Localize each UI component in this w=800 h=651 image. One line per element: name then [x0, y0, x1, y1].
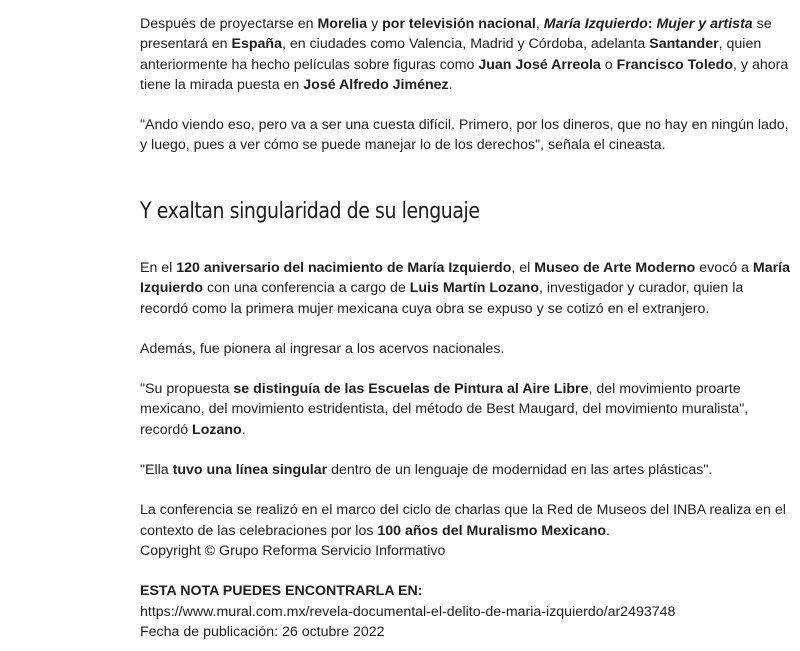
text-run: , quien anteriormente ha hecho películas sobre figuras como	[140, 36, 762, 73]
text-run: María Izquierdo	[543, 16, 648, 32]
text-run: ,	[535, 16, 544, 32]
paragraph-intro-1	[140, 14, 790, 95]
text-run: , del movimiento proarte mexicano, del movimiento estridentista, del método de Best Maugard, del movimiento muralista", recordó	[140, 381, 749, 438]
text-run: , en ciudades como Valencia, Madrid y Córdoba, adelanta	[281, 36, 650, 53]
text-run: o	[600, 56, 617, 73]
text-run: España	[231, 36, 282, 53]
text-run: y	[367, 16, 383, 32]
text-run: Juan José Arreola	[478, 56, 601, 73]
paragraph-quote-proposal	[140, 379, 790, 440]
copyright-line: Copyright © Grupo Reforma Servicio Informativo	[140, 542, 446, 559]
text-run: "Su propuesta	[140, 381, 234, 398]
text-run: , y ahora tiene la mirada puesta en	[140, 56, 789, 93]
text-run: .	[606, 522, 610, 539]
text-run: tuvo una línea singular	[172, 462, 328, 479]
text-run: .	[448, 76, 453, 93]
text-run: José Alfredo Jiménez	[303, 76, 449, 93]
text-run: dentro de un lenguaje de modernidad en las artes plásticas".	[327, 462, 713, 479]
text-run: Mujer y artista	[656, 16, 753, 32]
text-run: Morelia	[317, 16, 368, 32]
source-label: ESTA NOTA PUEDES ENCONTRARLA EN:	[140, 583, 423, 600]
paragraph-quote-singular	[140, 460, 790, 480]
paragraph-intro-2	[140, 115, 790, 156]
text-run: con una conferencia a cargo de	[203, 280, 410, 297]
text-run: Además, fue pionera al ingresar a los acervos nacionales.	[140, 340, 505, 357]
text-run: Santander	[649, 36, 719, 53]
paragraph-pioneer	[140, 339, 790, 359]
text-run: .	[241, 421, 246, 438]
text-run: María Izquierdo	[140, 260, 790, 297]
text-run: "Ando viendo eso, pero va a ser una cuesta difícil. Primero, por los dineros, que no hay en ningún lado, y luego, pues a ver cómo se puede manejar lo de los derechos", señala el cineasta.	[140, 117, 789, 154]
text-run: , el	[511, 260, 535, 276]
text-run: 120 aniversario del nacimiento de María Izquierdo	[176, 260, 512, 276]
text-run: "Ella	[140, 462, 173, 479]
text-run: por televisión nacional	[382, 16, 536, 32]
paragraph-conference	[140, 500, 790, 541]
section-heading: Y exaltan singularidad de su lenguaje	[140, 199, 480, 224]
publication-date: Fecha de publicación: 26 octubre 2022	[140, 623, 385, 640]
text-run: evocó a	[695, 260, 753, 276]
text-run: La conferencia se realizó en el marco del ciclo de charlas que la Red de Museos del INBA realiza en el contexto de las celebraciones por los	[140, 502, 786, 539]
text-run: 100 años del Muralismo Mexicano	[377, 522, 607, 539]
text-run: se presentará en	[140, 16, 772, 53]
text-run: , investigador y curador, quien la recordó como la primera mujer mexicana cuya obra se expuso y se cotizó en el extranjero.	[140, 280, 744, 317]
paragraph-anniversary	[140, 258, 790, 319]
source-url[interactable]: https://www.mural.com.mx/revela-documental-el-delito-de-maria-izquierdo/ar2493748	[140, 603, 676, 620]
text-run: :	[647, 16, 657, 32]
text-run: Francisco Toledo	[616, 56, 734, 73]
article-body	[140, 14, 790, 640]
section-body	[140, 258, 790, 642]
text-run: Museo de Arte Moderno	[534, 260, 696, 276]
text-run: En el	[140, 260, 177, 276]
text-run: Luis Martín Lozano	[409, 280, 539, 297]
text-run: se distinguía de las Escuelas de Pintura al Aire Libre	[233, 381, 589, 398]
text-run: Después de proyectarse en	[140, 16, 318, 32]
text-run: Lozano	[192, 421, 242, 438]
